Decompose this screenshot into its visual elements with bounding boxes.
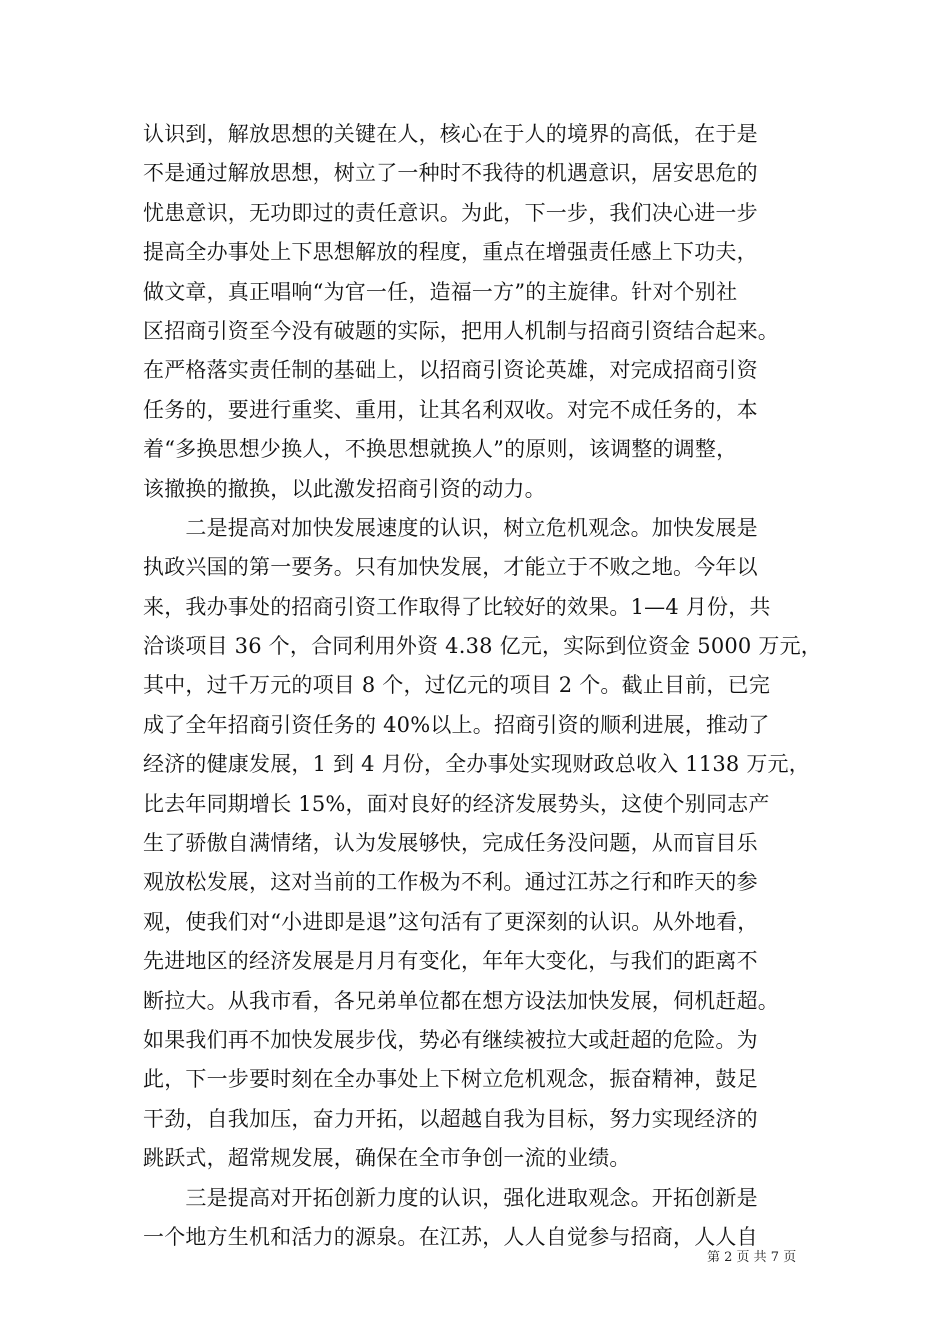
text-line: 洽谈项目 36 个，合同利用外资 4.38 亿元，实际到位资金 5000 万元， bbox=[143, 634, 822, 659]
text-line: 认识到，解放思想的关键在人，核心在于人的境界的高低，在于是 bbox=[143, 122, 758, 146]
text-line: 来，我办事处的招商引资工作取得了比较好的效果。1—4 月份，共 bbox=[143, 594, 771, 619]
text-line: 经济的健康发展，1 到 4 月份，全办事处实现财政总收入 1138 万元， bbox=[143, 752, 810, 777]
body-text bbox=[143, 115, 823, 1257]
text-line: 跳跃式，超常规发展，确保在全市争创一流的业绩。 bbox=[143, 1146, 631, 1171]
text-line: 在严格落实责任制的基础上，以招商引资论英雄，对完成招商引资 bbox=[143, 358, 758, 383]
text-line: 观，使我们对“小进即是退”这句活有了更深刻的认识。从外地看， bbox=[143, 909, 759, 934]
text-line: 不是通过解放思想，树立了一种时不我待的机遇意识，居安思危的 bbox=[143, 161, 758, 186]
text-line: 此，下一步要时刻在全办事处上下树立危机观念，振奋精神，鼓足 bbox=[143, 1067, 758, 1092]
text-line: 其中，过千万元的项目 8 个，过亿元的项目 2 个。截止目前，已完 bbox=[143, 673, 771, 698]
text-line: 成了全年招商引资任务的 40%以上。招商引资的顺利进展，推动了 bbox=[143, 712, 770, 737]
text-line: 观放松发展，这对当前的工作极为不利。通过江苏之行和昨天的参 bbox=[143, 870, 758, 895]
text-line: 该撤换的撤换，以此激发招商引资的动力。 bbox=[143, 476, 546, 501]
text-line: 忧患意识，无功即过的责任意识。为此，下一步，我们决心进一步 bbox=[143, 200, 758, 225]
text-line: 干劲，自我加压，奋力开拓，以超越自我为目标，努力实现经济的 bbox=[143, 1106, 758, 1131]
text-line: 做文章，真正唱响“为官一任，造福一方”的主旋律。针对个别社 bbox=[143, 279, 738, 304]
text-line: 比去年同期增长 15%，面对良好的经济发展势头，这使个别同志产 bbox=[143, 791, 770, 816]
text-line: 二是提高对加快发展速度的认识，树立危机观念。加快发展是 bbox=[143, 515, 758, 540]
text-line: 三是提高对开拓创新力度的认识，强化进取观念。开拓创新是 bbox=[143, 1185, 758, 1210]
text-line: 断拉大。从我市看，各兄弟单位都在想方设法加快发展，伺机赶超。 bbox=[143, 988, 779, 1013]
text-line: 如果我们再不加快发展步伐，势必有继续被拉大或赶超的危险。为 bbox=[143, 1027, 758, 1052]
text-line: 先进地区的经济发展是月月有变化，年年大变化，与我们的距离不 bbox=[143, 949, 758, 974]
text-line: 提高全办事处上下思想解放的程度，重点在增强责任感上下功夫， bbox=[143, 240, 758, 265]
text-line: 一个地方生机和活力的源泉。在江苏，人人自觉参与招商，人人自 bbox=[143, 1224, 758, 1249]
text-line: 着“多换思想少换人，不换思想就换人”的原则，该调整的调整， bbox=[143, 437, 738, 462]
page-number: 第 2 页 共 7 页 bbox=[707, 1250, 797, 1265]
text-line: 任务的，要进行重奖、重用，让其名利双收。对完不成任务的，本 bbox=[143, 397, 758, 422]
text-line: 区招商引资至今没有破题的实际，把用人机制与招商引资结合起来。 bbox=[143, 318, 779, 343]
text-line: 执政兴国的第一要务。只有加快发展，才能立于不败之地。今年以 bbox=[143, 555, 758, 580]
text-line: 生了骄傲自满情绪，认为发展够快，完成任务没问题，从而盲目乐 bbox=[143, 831, 758, 856]
